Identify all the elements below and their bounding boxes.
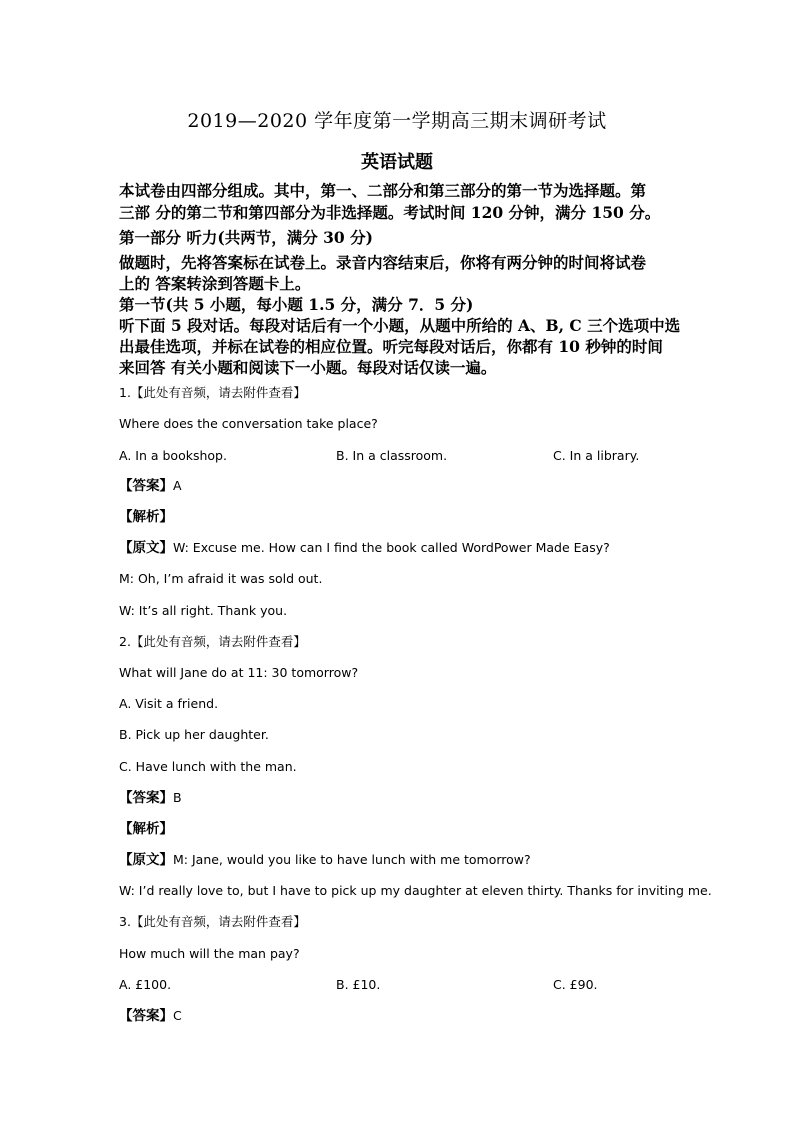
question-2-analysis-label: 【解析】 [119, 821, 173, 837]
exam-subtitle: 英语试题 [361, 152, 433, 173]
intro-line-1: 本试卷由四部分组成。其中，第一、二部分和第三部分的第一节为选择题。第 [119, 181, 647, 200]
question-3-option-b: B. £10. [336, 977, 381, 992]
question-2-original-2: W: I’d really love to, but I have to pick up my daughter at eleven thirty. Thanks for inviting me. [119, 883, 712, 898]
question-2-answer: 【答案】B [119, 790, 182, 806]
question-1-analysis-label: 【解析】 [119, 509, 173, 525]
question-2-option-b: B. Pick up her daughter. [119, 727, 269, 742]
question-1-original-2: M: Oh, I’m afraid it was sold out. [119, 571, 323, 586]
question-3-text: How much will the man pay? [119, 946, 300, 961]
part-one-heading: 第一部分 听力(共两节，满分 30 分) [119, 228, 373, 247]
section-one-heading: 第一节(共 5 小题，每小题 1.5 分，满分 7．5 分) [119, 295, 474, 314]
instruction-line-3: 听下面 5 段对话。每段对话后有一个小题，从题中所给的 A、B, C 三个选项中选 [119, 316, 681, 335]
question-3-option-a: A. £100. [119, 977, 172, 992]
question-1-option-a: A. In a bookshop. [119, 448, 227, 463]
question-1-original-1: 【原文】W: Excuse me. How can I find the book called WordPower Made Easy? [119, 540, 610, 556]
question-3-header[interactable]: 3.【此处有音频，请去附件查看】 [119, 914, 306, 929]
instruction-line-4: 出最佳选项，并标在试卷的相应位置。听完每段对话后，你都有 10 秒钟的时间 [119, 337, 663, 356]
question-2-original-1: 【原文】M: Jane, would you like to have lunch with me tomorrow? [119, 852, 531, 868]
question-1-header[interactable]: 1.【此处有音频，请去附件查看】 [119, 385, 306, 400]
question-3-option-c: C. £90. [553, 977, 598, 992]
question-2-header[interactable]: 2.【此处有音频，请去附件查看】 [119, 634, 306, 649]
instruction-line-2: 上的 答案转涂到答题卡上。 [119, 274, 311, 293]
question-1-text: Where does the conversation take place? [119, 416, 378, 431]
instruction-line-1: 做题时，先将答案标在试卷上。录音内容结束后，你将有两分钟的时间将试卷 [119, 253, 647, 272]
question-1-original-3: W: It’s all right. Thank you. [119, 603, 288, 618]
exam-title: 2019—2020 学年度第一学期高三期末调研考试 [187, 110, 607, 132]
instruction-line-5: 来回答 有关小题和阅读下一小题。每段对话仅读一遍。 [119, 358, 497, 377]
question-2-option-a: A. Visit a friend. [119, 696, 219, 711]
question-1-answer: 【答案】A [119, 478, 182, 494]
question-2-text: What will Jane do at 11: 30 tomorrow? [119, 665, 359, 680]
intro-line-2: 三部 分的第二节和第四部分为非选择题。考试时间 120 分钟，满分 150 分。 [119, 203, 661, 222]
question-2-option-c: C. Have lunch with the man. [119, 759, 297, 774]
question-3-answer: 【答案】C [119, 1008, 182, 1024]
question-1-option-b: B. In a classroom. [336, 448, 448, 463]
question-1-option-c: C. In a library. [553, 448, 640, 463]
